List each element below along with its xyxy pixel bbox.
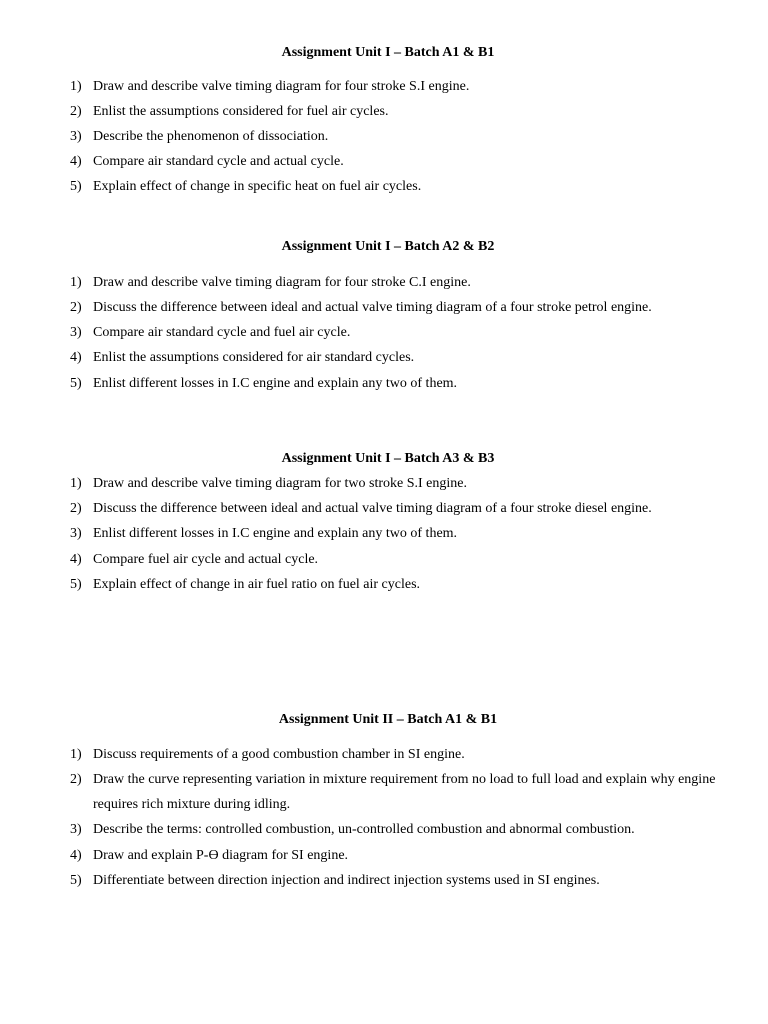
item-text: Enlist the assumptions considered for fuel air cycles. [93,104,389,119]
list-item [70,149,720,174]
item-number: 3) [70,129,82,144]
list-item [70,767,720,817]
item-text: Discuss requirements of a good combustion chamber in SI engine. [93,747,465,762]
item-number: 1) [70,476,82,491]
list-item [70,868,720,893]
item-number: 2) [70,501,82,516]
item-number: 1) [70,79,82,94]
list-item [70,496,720,521]
item-number: 3) [70,822,82,837]
item-number: 5) [70,873,82,888]
item-number: 2) [70,772,82,787]
item-text: Explain effect of change in air fuel ratio on fuel air cycles. [93,577,421,592]
list-item [70,270,720,295]
list-item [70,371,720,396]
list-item [70,471,720,496]
item-number: 5) [70,179,82,194]
section-3-heading: Assignment Unit I – Batch A3 & B3 [281,451,495,466]
list-item [70,843,720,868]
list-item [70,74,720,99]
list-item [70,817,720,842]
item-text: Differentiate between direction injection and indirect injection systems used in SI engines. [93,873,600,888]
item-text: Draw and describe valve timing diagram for two stroke S.I engine. [93,476,468,491]
list-item [70,521,720,546]
section-1-heading: Assignment Unit I – Batch A1 & B1 [281,45,495,60]
item-text: Draw the curve representing variation in mixture requirement from no load to full load and explain why engine requires rich mixture during idling. [93,772,716,812]
list-item [70,295,720,320]
item-text: Draw and describe valve timing diagram for four stroke S.I engine. [93,79,470,94]
list-item [70,572,720,597]
section-2-heading: Assignment Unit I – Batch A2 & B2 [281,239,495,254]
list-item [70,547,720,572]
item-text: Enlist the assumptions considered for air standard cycles. [93,350,415,365]
item-text: Explain effect of change in specific heat on fuel air cycles. [93,179,422,194]
item-text: Enlist different losses in I.C engine and explain any two of them. [93,526,458,541]
item-text: Draw and describe valve timing diagram for four stroke C.I engine. [93,275,471,290]
item-number: 3) [70,526,82,541]
item-text: Enlist different losses in I.C engine and explain any two of them. [93,376,458,391]
item-number: 2) [70,300,82,315]
item-number: 4) [70,154,82,169]
item-text: Discuss the difference between ideal and actual valve timing diagram of a four stroke diesel engine. [93,501,652,516]
item-number: 4) [70,350,82,365]
list-item [70,174,720,199]
item-text: Describe the phenomenon of dissociation. [93,129,329,144]
list-item [70,99,720,124]
item-text: Describe the terms: controlled combustion, un-controlled combustion and abnormal combustion. [93,822,635,837]
item-text: Discuss the difference between ideal and actual valve timing diagram of a four stroke petrol engine. [93,300,652,315]
item-number: 4) [70,848,82,863]
item-number: 5) [70,577,82,592]
item-text: Compare fuel air cycle and actual cycle. [93,552,319,567]
item-text: Draw and explain P-ϴ diagram for SI engine. [93,848,349,863]
item-number: 3) [70,325,82,340]
item-number: 1) [70,747,82,762]
item-number: 5) [70,376,82,391]
item-number: 2) [70,104,82,119]
item-number: 1) [70,275,82,290]
list-item [70,124,720,149]
item-number: 4) [70,552,82,567]
item-text: Compare air standard cycle and fuel air cycle. [93,325,351,340]
list-item [70,345,720,370]
item-text: Compare air standard cycle and actual cycle. [93,154,344,169]
section-4-heading: Assignment Unit II – Batch A1 & B1 [278,712,498,727]
list-item [70,320,720,345]
list-item [70,742,720,767]
